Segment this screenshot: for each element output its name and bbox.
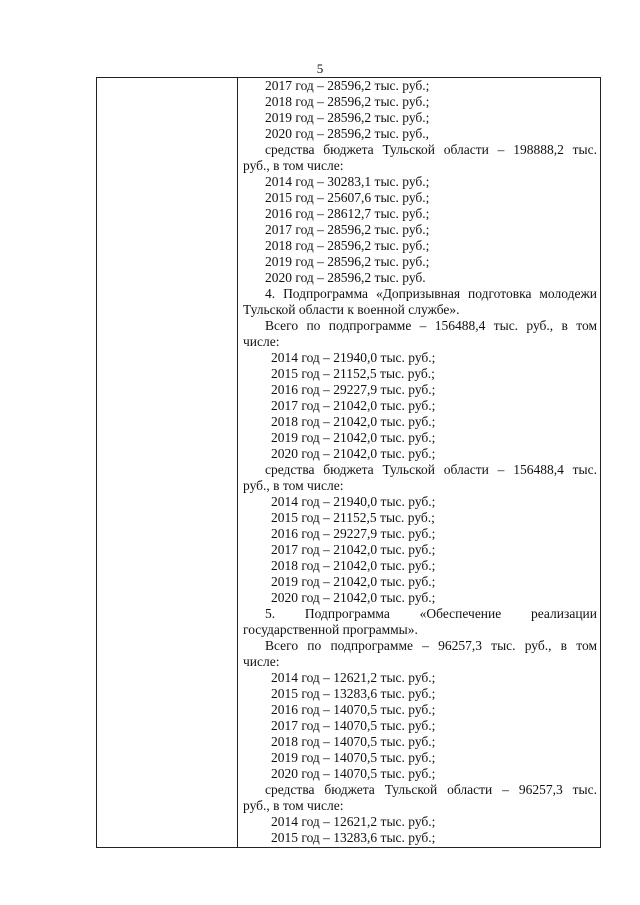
- subprogram-5-total-tail: числе:: [243, 654, 280, 669]
- year-line: 2016 год – 28612,7 тыс. руб.;: [265, 206, 430, 221]
- year-line: 2020 год – 14070,5 тыс. руб.;: [271, 766, 436, 781]
- program-table: [96, 77, 601, 848]
- region-budget-line-tail: руб., в том числе:: [243, 798, 344, 813]
- year-line: 2019 год – 14070,5 тыс. руб.;: [271, 750, 436, 765]
- year-line: 2018 год – 28596,2 тыс. руб.;: [265, 238, 430, 253]
- year-line: 2017 год – 28596,2 тыс. руб.;: [265, 222, 430, 237]
- year-line: 2019 год – 21042,0 тыс. руб.;: [271, 430, 436, 445]
- region-budget-line-tail: руб., в том числе:: [243, 478, 344, 493]
- year-line: 2016 год – 29227,9 тыс. руб.;: [271, 382, 436, 397]
- year-line: 2014 год – 12621,2 тыс. руб.;: [271, 814, 436, 829]
- subprogram-4-title-tail: Тульской области к военной службе».: [243, 302, 460, 317]
- year-line: 2014 год – 21940,0 тыс. руб.;: [271, 494, 436, 509]
- subprogram-5-years: [243, 670, 597, 782]
- year-line: 2017 год – 21042,0 тыс. руб.;: [271, 398, 436, 413]
- year-line: 2016 год – 14070,5 тыс. руб.;: [271, 702, 436, 717]
- year-line: 2016 год – 29227,9 тыс. руб.;: [271, 526, 436, 541]
- year-line: 2015 год – 25607,6 тыс. руб.;: [265, 190, 430, 205]
- subprogram-5-total: Всего по подпрограмме – 96257,3 тыс. руб., в том: [265, 638, 597, 653]
- year-line: 2020 год – 21042,0 тыс. руб.;: [271, 590, 436, 605]
- year-line: 2015 год – 21152,5 тыс. руб.;: [271, 366, 435, 381]
- year-line: 2017 год – 14070,5 тыс. руб.;: [271, 718, 436, 733]
- year-line: 2014 год – 12621,2 тыс. руб.;: [271, 670, 436, 685]
- subprogram-5-title: 5. Подпрограмма «Обеспечение реализации: [265, 606, 597, 621]
- subprogram-4-total-tail: числе:: [243, 334, 280, 349]
- year-line: 2018 год – 28596,2 тыс. руб.;: [265, 94, 430, 109]
- year-line: 2015 год – 21152,5 тыс. руб.;: [271, 510, 435, 525]
- year-line: 2020 год – 28596,2 тыс. руб.: [265, 270, 426, 285]
- region-budget-line: средства бюджета Тульской области – 96257,3 тыс.: [265, 782, 597, 797]
- funding-content-cell: [239, 78, 600, 846]
- year-line: 2015 год – 13283,6 тыс. руб.;: [271, 830, 436, 845]
- year-line: 2018 год – 21042,0 тыс. руб.;: [271, 414, 436, 429]
- year-line: 2019 год – 21042,0 тыс. руб.;: [271, 574, 436, 589]
- empty-label-cell: [97, 78, 238, 847]
- year-line: 2014 год – 30283,1 тыс. руб.;: [265, 174, 430, 189]
- block-a-years: [243, 78, 597, 142]
- year-line: 2015 год – 13283,6 тыс. руб.;: [271, 686, 436, 701]
- year-line: 2018 год – 14070,5 тыс. руб.;: [271, 734, 436, 749]
- year-line: 2020 год – 28596,2 тыс. руб.,: [265, 126, 430, 141]
- year-line: 2019 год – 28596,2 тыс. руб.;: [265, 254, 430, 269]
- page-number: 5: [316, 61, 324, 76]
- region-budget-line: средства бюджета Тульской области – 156488,4 тыс.: [265, 462, 597, 477]
- region-budget-line: средства бюджета Тульской области – 198888,2 тыс.: [265, 142, 597, 157]
- year-line: 2020 год – 21042,0 тыс. руб.;: [271, 446, 436, 461]
- year-line: 2018 год – 21042,0 тыс. руб.;: [271, 558, 436, 573]
- subprogram-5-region-years: [243, 814, 597, 846]
- block-a-region-years: [243, 174, 597, 286]
- subprogram-4-years: [243, 350, 597, 462]
- year-line: 2017 год – 21042,0 тыс. руб.;: [271, 542, 436, 557]
- year-line: 2017 год – 28596,2 тыс. руб.;: [265, 78, 430, 93]
- subprogram-4-title: 4. Подпрограмма «Допризывная подготовка молодежи: [265, 286, 597, 301]
- year-line: 2014 год – 21940,0 тыс. руб.;: [271, 350, 436, 365]
- year-line: 2019 год – 28596,2 тыс. руб.;: [265, 110, 430, 125]
- subprogram-5-title-tail: государственной программы».: [243, 622, 418, 637]
- region-budget-line-tail: руб., в том числе:: [243, 158, 344, 173]
- subprogram-4-region-years: [243, 494, 597, 606]
- subprogram-4-total: Всего по подпрограмме – 156488,4 тыс. руб., в том: [265, 318, 597, 333]
